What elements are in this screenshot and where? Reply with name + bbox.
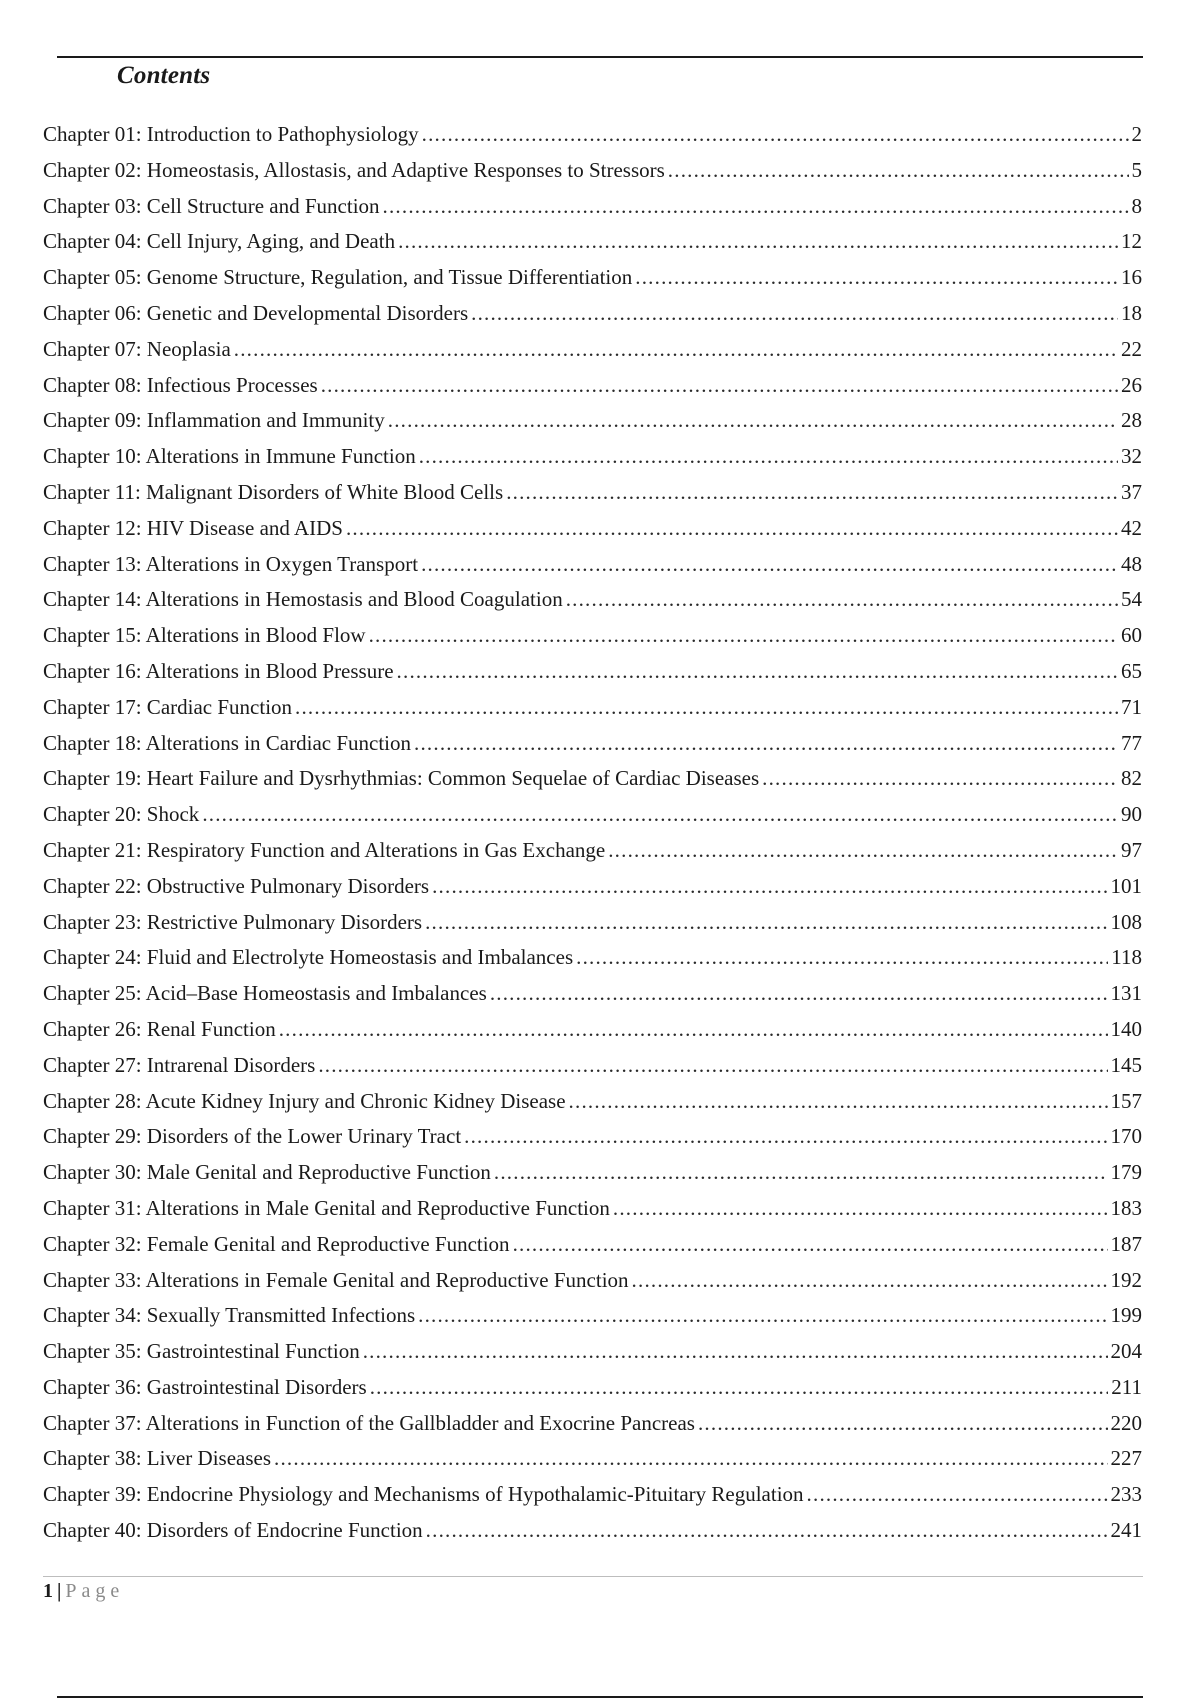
toc-dot-leader	[369, 618, 1118, 654]
toc-entry-page: 60	[1121, 623, 1142, 648]
table-of-contents	[43, 117, 1142, 1549]
toc-entry[interactable]	[43, 905, 1142, 941]
toc-entry-title: Chapter 34: Sexually Transmitted Infections	[43, 1303, 416, 1328]
toc-dot-leader	[388, 403, 1118, 439]
toc-entry-page: 22	[1121, 336, 1142, 361]
toc-dot-leader	[566, 582, 1118, 618]
toc-entry[interactable]	[43, 260, 1142, 296]
toc-entry-page: 179	[1110, 1160, 1142, 1185]
toc-dot-leader	[490, 976, 1108, 1012]
toc-entry[interactable]	[43, 1155, 1142, 1191]
toc-entry[interactable]	[43, 618, 1142, 654]
toc-entry-title: Chapter 20: Shock	[43, 802, 200, 827]
toc-entry-page: 16	[1121, 265, 1142, 290]
toc-entry[interactable]	[43, 869, 1142, 905]
toc-entry-page: 233	[1110, 1482, 1142, 1507]
toc-entry-title: Chapter 40: Disorders of Endocrine Function	[43, 1518, 423, 1543]
footer-separator: |	[57, 1580, 62, 1602]
toc-entry-page: 54	[1121, 587, 1142, 612]
toc-entry[interactable]	[43, 1441, 1142, 1477]
toc-entry-page: 227	[1110, 1446, 1142, 1471]
toc-dot-leader	[419, 439, 1118, 475]
toc-entry-page: 183	[1110, 1195, 1142, 1220]
toc-entry-title: Chapter 37: Alterations in Function of the Gallbladder and Exocrine Pancreas	[43, 1410, 695, 1435]
toc-entry[interactable]	[43, 296, 1142, 332]
top-divider	[57, 56, 1143, 58]
toc-entry-page: 90	[1121, 802, 1142, 827]
toc-entry[interactable]	[43, 1084, 1142, 1120]
toc-entry-title: Chapter 31: Alterations in Male Genital and Reproductive Function	[43, 1195, 610, 1220]
toc-entry-page: 220	[1110, 1410, 1142, 1435]
toc-entry-title: Chapter 38: Liver Diseases	[43, 1446, 272, 1471]
toc-entry-title: Chapter 25: Acid–Base Homeostasis and Imbalances	[43, 981, 487, 1006]
toc-entry-page: 140	[1110, 1016, 1142, 1041]
toc-entry-title: Chapter 26: Renal Function	[43, 1016, 276, 1041]
toc-dot-leader	[279, 1012, 1108, 1048]
toc-entry-page: 108	[1110, 909, 1142, 934]
toc-dot-leader	[635, 260, 1118, 296]
toc-entry-title: Chapter 07: Neoplasia	[43, 336, 231, 361]
toc-entry-title: Chapter 19: Heart Failure and Dysrhythmias: Common Sequelae of Cardiac Diseases	[43, 766, 760, 791]
toc-entry[interactable]	[43, 833, 1142, 869]
toc-dot-leader	[613, 1191, 1108, 1227]
toc-entry-title: Chapter 06: Genetic and Developmental Disorders	[43, 300, 469, 325]
toc-entry-page: 8	[1131, 193, 1142, 218]
toc-entry-title: Chapter 23: Restrictive Pulmonary Disorders	[43, 909, 423, 934]
contents-heading: Contents	[117, 62, 211, 89]
toc-entry[interactable]	[43, 224, 1142, 260]
toc-entry-title: Chapter 28: Acute Kidney Injury and Chronic Kidney Disease	[43, 1088, 566, 1113]
toc-entry-page: 241	[1110, 1518, 1142, 1543]
toc-dot-leader	[202, 797, 1118, 833]
toc-entry-title: Chapter 10: Alterations in Immune Function	[43, 444, 416, 469]
toc-dot-leader	[425, 905, 1107, 941]
toc-entry[interactable]	[43, 403, 1142, 439]
toc-entry-page: 5	[1131, 157, 1142, 182]
toc-dot-leader	[398, 224, 1118, 260]
toc-entry-page: 71	[1121, 694, 1142, 719]
toc-entry[interactable]	[43, 1406, 1142, 1442]
toc-entry[interactable]	[43, 1048, 1142, 1084]
toc-dot-leader	[346, 511, 1118, 547]
toc-entry-title: Chapter 04: Cell Injury, Aging, and Death	[43, 229, 396, 254]
toc-entry-page: 170	[1110, 1124, 1142, 1149]
toc-dot-leader	[422, 117, 1129, 153]
toc-dot-leader	[494, 1155, 1108, 1191]
toc-entry[interactable]	[43, 439, 1142, 475]
toc-dot-leader	[471, 296, 1118, 332]
toc-dot-leader	[318, 1048, 1107, 1084]
toc-entry[interactable]	[43, 582, 1142, 618]
toc-dot-leader	[383, 189, 1129, 225]
toc-entry-page: 26	[1121, 372, 1142, 397]
toc-entry-title: Chapter 02: Homeostasis, Allostasis, and Adaptive Responses to Stressors	[43, 157, 665, 182]
toc-dot-leader	[363, 1334, 1108, 1370]
toc-entry[interactable]	[43, 511, 1142, 547]
toc-entry[interactable]	[43, 475, 1142, 511]
toc-entry-page: 101	[1110, 873, 1142, 898]
toc-entry-page: 32	[1121, 444, 1142, 469]
toc-entry-page: 204	[1110, 1339, 1142, 1364]
toc-entry-title: Chapter 12: HIV Disease and AIDS	[43, 515, 343, 540]
toc-entry-title: Chapter 24: Fluid and Electrolyte Homeostasis and Imbalances	[43, 945, 574, 970]
toc-dot-leader	[668, 153, 1129, 189]
toc-dot-leader	[414, 726, 1118, 762]
toc-entry[interactable]	[43, 1227, 1142, 1263]
toc-entry-page: 77	[1121, 730, 1142, 755]
toc-dot-leader	[608, 833, 1118, 869]
toc-dot-leader	[513, 1227, 1108, 1263]
toc-entry[interactable]	[43, 976, 1142, 1012]
toc-entry[interactable]	[43, 1370, 1142, 1406]
toc-dot-leader	[807, 1477, 1108, 1513]
toc-entry-title: Chapter 22: Obstructive Pulmonary Disorders	[43, 873, 430, 898]
toc-entry[interactable]	[43, 332, 1142, 368]
toc-dot-leader	[321, 368, 1118, 404]
toc-entry-title: Chapter 17: Cardiac Function	[43, 694, 293, 719]
toc-entry-title: Chapter 39: Endocrine Physiology and Mechanisms of Hypothalamic-Pituitary Regulation	[43, 1482, 804, 1507]
toc-entry-title: Chapter 11: Malignant Disorders of White Blood Cells	[43, 479, 504, 504]
page-footer	[43, 1580, 124, 1603]
toc-entry-page: 42	[1121, 515, 1142, 540]
toc-dot-leader	[418, 1298, 1107, 1334]
toc-entry[interactable]	[43, 189, 1142, 225]
toc-entry-title: Chapter 32: Female Genital and Reproductive Function	[43, 1231, 510, 1256]
toc-dot-leader	[632, 1263, 1108, 1299]
toc-dot-leader	[426, 1513, 1108, 1549]
toc-entry-page: 211	[1111, 1374, 1142, 1399]
toc-entry-page: 12	[1121, 229, 1142, 254]
toc-entry-page: 199	[1110, 1303, 1142, 1328]
toc-entry[interactable]	[43, 117, 1142, 153]
toc-dot-leader	[464, 1119, 1107, 1155]
toc-entry-page: 157	[1110, 1088, 1142, 1113]
toc-entry[interactable]	[43, 547, 1142, 583]
toc-dot-leader	[698, 1406, 1108, 1442]
toc-entry-title: Chapter 33: Alterations in Female Genital and Reproductive Function	[43, 1267, 629, 1292]
toc-dot-leader	[295, 690, 1118, 726]
toc-entry-title: Chapter 15: Alterations in Blood Flow	[43, 623, 366, 648]
toc-entry[interactable]	[43, 797, 1142, 833]
page-label: Page	[65, 1580, 125, 1602]
toc-dot-leader	[234, 332, 1118, 368]
toc-entry[interactable]	[43, 1263, 1142, 1299]
toc-entry-page: 82	[1121, 766, 1142, 791]
toc-dot-leader	[370, 1370, 1109, 1406]
toc-entry[interactable]	[43, 761, 1142, 797]
toc-dot-leader	[569, 1084, 1108, 1120]
toc-entry-title: Chapter 05: Genome Structure, Regulation, and Tissue Differentiation	[43, 265, 633, 290]
toc-entry-page: 2	[1131, 122, 1142, 146]
toc-entry[interactable]	[43, 726, 1142, 762]
toc-entry-page: 131	[1110, 981, 1142, 1006]
toc-entry[interactable]	[43, 1477, 1142, 1513]
toc-entry-page: 18	[1121, 300, 1142, 325]
toc-entry-title: Chapter 16: Alterations in Blood Pressure	[43, 658, 394, 683]
toc-entry-page: 97	[1121, 837, 1142, 862]
toc-entry-title: Chapter 13: Alterations in Oxygen Transport	[43, 551, 419, 576]
toc-entry[interactable]	[43, 690, 1142, 726]
toc-entry-page: 37	[1121, 479, 1142, 504]
toc-entry-page: 187	[1110, 1231, 1142, 1256]
toc-entry-title: Chapter 29: Disorders of the Lower Urinary Tract	[43, 1124, 462, 1149]
toc-dot-leader	[432, 869, 1107, 905]
toc-dot-leader	[397, 654, 1118, 690]
toc-entry-title: Chapter 03: Cell Structure and Function	[43, 193, 380, 218]
toc-entry[interactable]	[43, 1012, 1142, 1048]
page-number: 1	[43, 1580, 53, 1602]
toc-entry-page: 192	[1110, 1267, 1142, 1292]
toc-entry[interactable]	[43, 1513, 1142, 1549]
toc-entry[interactable]	[43, 1119, 1142, 1155]
toc-entry-page: 118	[1111, 945, 1142, 970]
toc-entry-page: 145	[1110, 1052, 1142, 1077]
toc-entry[interactable]	[43, 368, 1142, 404]
toc-entry-page: 28	[1121, 408, 1142, 433]
toc-entry[interactable]	[43, 1298, 1142, 1334]
toc-entry[interactable]	[43, 940, 1142, 976]
toc-entry-title: Chapter 35: Gastrointestinal Function	[43, 1339, 360, 1364]
toc-entry[interactable]	[43, 654, 1142, 690]
toc-entry[interactable]	[43, 1334, 1142, 1370]
toc-entry[interactable]	[43, 1191, 1142, 1227]
toc-entry-title: Chapter 09: Inflammation and Immunity	[43, 408, 385, 433]
toc-entry[interactable]	[43, 153, 1142, 189]
bottom-divider	[57, 1696, 1143, 1698]
toc-entry-title: Chapter 36: Gastrointestinal Disorders	[43, 1374, 367, 1399]
toc-entry-title: Chapter 08: Infectious Processes	[43, 372, 318, 397]
toc-entry-title: Chapter 01: Introduction to Pathophysiology	[43, 122, 419, 146]
toc-dot-leader	[576, 940, 1108, 976]
toc-entry-title: Chapter 18: Alterations in Cardiac Function	[43, 730, 412, 755]
toc-entry-title: Chapter 21: Respiratory Function and Alterations in Gas Exchange	[43, 837, 606, 862]
toc-dot-leader	[762, 761, 1118, 797]
toc-entry-title: Chapter 14: Alterations in Hemostasis and Blood Coagulation	[43, 587, 563, 612]
toc-dot-leader	[274, 1441, 1107, 1477]
toc-entry-title: Chapter 30: Male Genital and Reproductive Function	[43, 1160, 491, 1185]
toc-entry-title: Chapter 27: Intrarenal Disorders	[43, 1052, 316, 1077]
toc-dot-leader	[421, 547, 1118, 583]
footer-divider	[43, 1576, 1143, 1577]
toc-entry-page: 65	[1121, 658, 1142, 683]
toc-dot-leader	[506, 475, 1118, 511]
toc-entry-page: 48	[1121, 551, 1142, 576]
